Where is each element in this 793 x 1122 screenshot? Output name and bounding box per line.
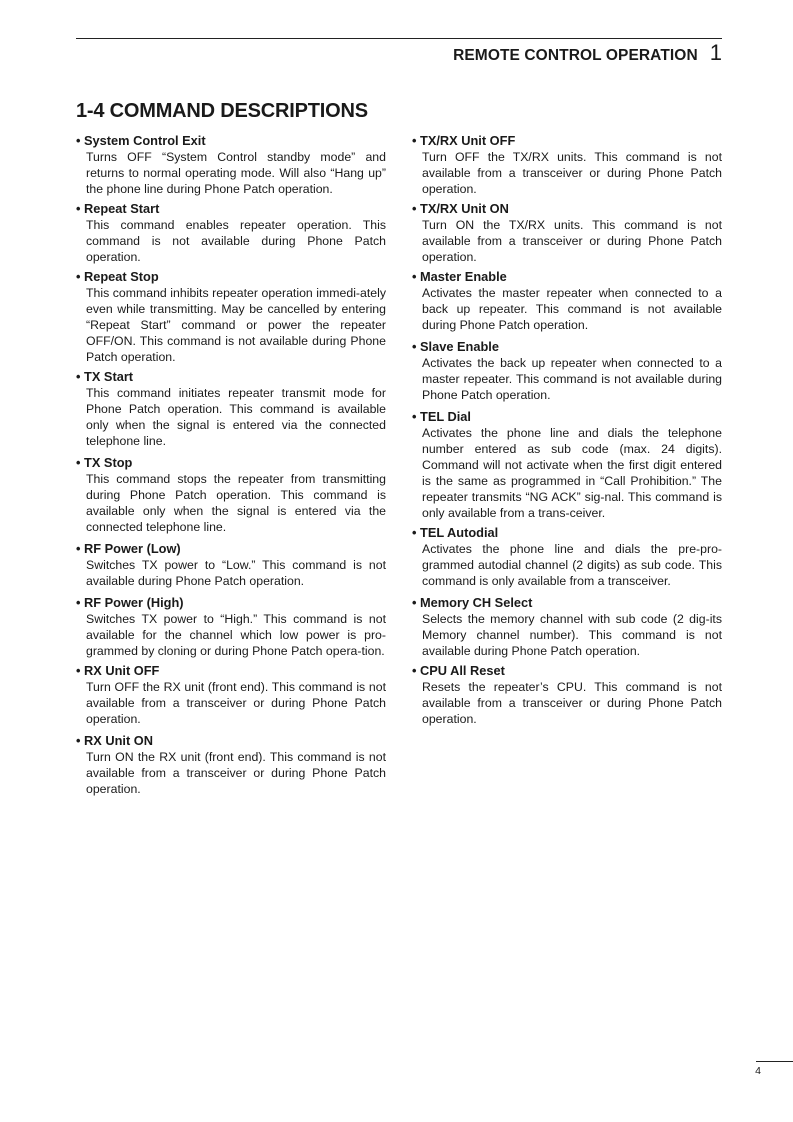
entry-title: TX/RX Unit OFF: [420, 133, 516, 148]
entry-slave-enable: [412, 339, 722, 403]
entry-body: Selects the memory channel with sub code (2 dig-its Memory channel number). This command is not available during Phone Patch operation.: [422, 612, 722, 658]
entry-master-enable: [412, 269, 722, 333]
bullet-icon: •: [76, 269, 81, 284]
bullet-icon: •: [412, 595, 417, 610]
entry-body: Turn OFF the RX unit (front end). This command is not available from a transceiver or during Phone Patch operation.: [86, 680, 386, 726]
entry-rx-unit-off: [76, 663, 386, 727]
entry-body: Resets the repeater’s CPU. This command is not available from a transceiver or during Phone Patch operation.: [422, 680, 722, 726]
entry-body: Switches TX power to “Low.” This command is not available during Phone Patch operation.: [86, 558, 386, 588]
bullet-icon: •: [76, 595, 81, 610]
entry-body: Switches TX power to “High.” This command is not available for the channel which low power is pro-grammed by cloning or during Phone Patch opera-tion.: [86, 612, 386, 658]
entry-tel-autodial: [412, 525, 722, 589]
right-column: [412, 133, 722, 731]
bullet-icon: •: [412, 339, 417, 354]
entry-title: Repeat Stop: [84, 269, 159, 284]
running-header: [453, 40, 722, 66]
bullet-icon: •: [76, 455, 81, 470]
entry-title: TEL Dial: [420, 409, 471, 424]
header-rule: [76, 38, 722, 39]
entry-title: Repeat Start: [84, 201, 160, 216]
entry-body: Activates the master repeater when connected to a back up repeater. This command is not available during Phone Patch operation.: [422, 286, 722, 332]
entry-title: System Control Exit: [84, 133, 206, 148]
entry-title: TEL Autodial: [420, 525, 499, 540]
running-title: REMOTE CONTROL OPERATION: [453, 47, 698, 64]
entry-rf-power-low: [76, 541, 386, 589]
entry-tx-stop: [76, 455, 386, 535]
entry-title: TX Stop: [84, 455, 133, 470]
entry-cpu-all-reset: [412, 663, 722, 727]
entry-body: This command stops the repeater from transmitting during Phone Patch operation. This command is available only when the signal is entered via the connected telephone line.: [86, 472, 386, 534]
entry-body: This command enables repeater operation. This command is not available during Phone Patch operation.: [86, 218, 386, 264]
entry-body: Activates the phone line and dials the pre-pro-grammed autodial channel (2 digits) as sub code. This command is only available from a transceiver.: [422, 542, 722, 588]
bullet-icon: •: [412, 525, 417, 540]
entry-txrx-unit-off: [412, 133, 722, 197]
bullet-icon: •: [76, 201, 81, 216]
entry-rf-power-high: [76, 595, 386, 659]
bullet-icon: •: [412, 269, 417, 284]
entry-title: Memory CH Select: [420, 595, 533, 610]
footer-rule: [756, 1061, 793, 1062]
entry-body: This command initiates repeater transmit mode for Phone Patch operation. This command is available only when the signal is entered via the connected telephone line.: [86, 386, 386, 448]
entry-body: This command inhibits repeater operation immedi-ately even while transmitting. May be cancelled by entering “Repeat Start” command or power the repeater OFF/ON. This command is not available during Phone Patch operation.: [86, 286, 386, 364]
left-column: [76, 133, 386, 801]
entry-system-control-exit: [76, 133, 386, 197]
entry-body: Turn ON the TX/RX units. This command is not available from a transceiver or during Phone Patch operation.: [422, 218, 722, 264]
bullet-icon: •: [76, 369, 81, 384]
entry-body: Activates the phone line and dials the telephone number entered as sub code (max. 24 digits). Command will not activate when the first digit entered is the same as programmed in “Call Prohibition.” The repeater transmits “NG ACK” sig-nal. This command is only available from a trans-ceiver.: [422, 426, 722, 520]
entry-body: Activates the back up repeater when connected to a master repeater. This command is not available during Phone Patch operation.: [422, 356, 722, 402]
bullet-icon: •: [412, 133, 417, 148]
bullet-icon: •: [412, 409, 417, 424]
entry-memory-ch-select: [412, 595, 722, 659]
entry-title: TX Start: [84, 369, 134, 384]
entry-tx-start: [76, 369, 386, 449]
bullet-icon: •: [76, 663, 81, 678]
entry-title: CPU All Reset: [420, 663, 505, 678]
entry-title: RX Unit ON: [84, 733, 153, 748]
bullet-icon: •: [76, 733, 81, 748]
entry-repeat-stop: [76, 269, 386, 365]
entry-title: Slave Enable: [420, 339, 499, 354]
section-title: 1-4 COMMAND DESCRIPTIONS: [76, 100, 368, 122]
entry-rx-unit-on: [76, 733, 386, 797]
entry-title: TX/RX Unit ON: [420, 201, 509, 216]
bullet-icon: •: [412, 201, 417, 216]
entry-repeat-start: [76, 201, 386, 265]
entry-title: RX Unit OFF: [84, 663, 160, 678]
entry-body: Turns OFF “System Control standby mode” and returns to normal operating mode. Will also “Hang up” the phone line during Phone Patch operation.: [86, 150, 386, 196]
chapter-number: 1: [709, 40, 722, 65]
entry-title: RF Power (Low): [84, 541, 181, 556]
entry-title: Master Enable: [420, 269, 507, 284]
bullet-icon: •: [76, 541, 81, 556]
entry-body: Turn ON the RX unit (front end). This command is not available from a transceiver or during Phone Patch operation.: [86, 750, 386, 796]
bullet-icon: •: [76, 133, 81, 148]
entry-title: RF Power (High): [84, 595, 184, 610]
page-number: 4: [755, 1065, 761, 1077]
entry-body: Turn OFF the TX/RX units. This command is not available from a transceiver or during Phone Patch operation.: [422, 150, 722, 196]
entry-txrx-unit-on: [412, 201, 722, 265]
entry-tel-dial: [412, 409, 722, 521]
bullet-icon: •: [412, 663, 417, 678]
